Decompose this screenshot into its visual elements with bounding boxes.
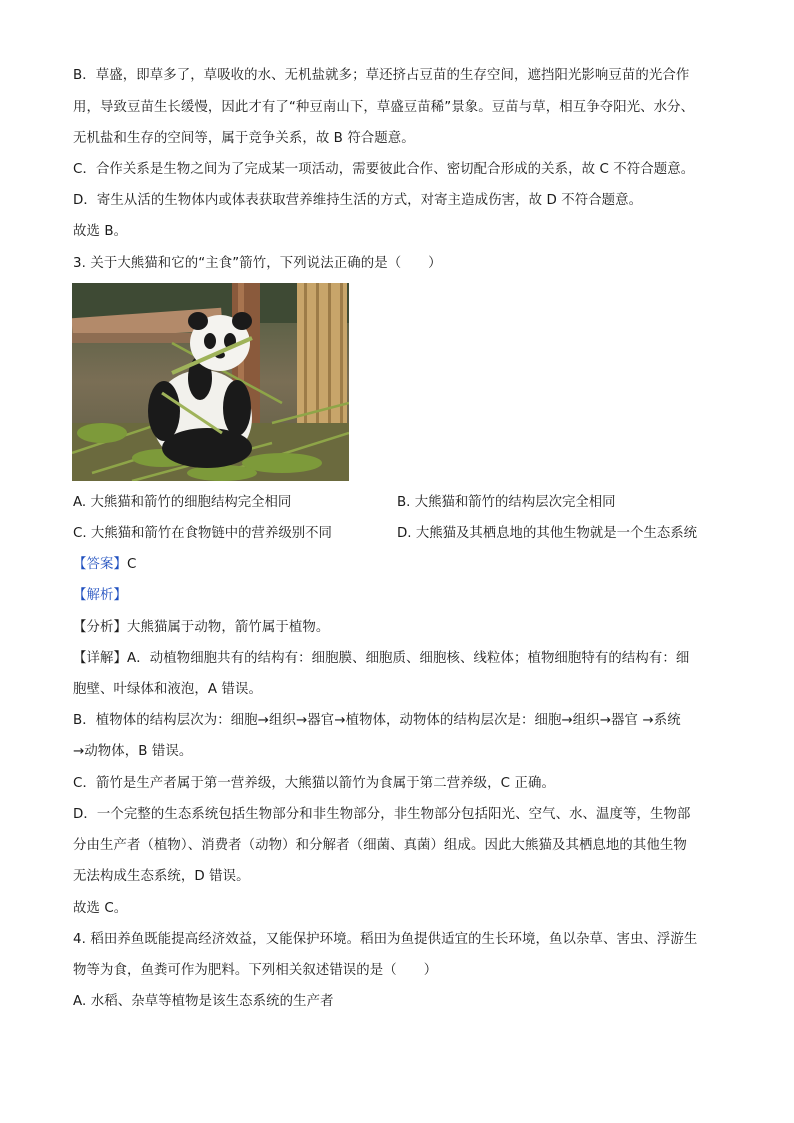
xiangjie-text-1: A．动植物细胞共有的结构有：细胞膜、细胞质、细胞核、线粒体；植物细胞特有的结构有：细	[126, 651, 690, 666]
answer-tag: 【答案】	[73, 557, 127, 572]
explanation-line-c: C．合作关系是生物之间为了完成某一项活动，需要彼此合作、密切配合形成的关系，故 C 不符合题意。	[73, 162, 695, 177]
xiangjie-line-3: B．植物体的结构层次为：细胞→组织→器官→植物体，动物体的结构层次是：细胞→组织→器官 →系统	[73, 713, 681, 728]
question-4-option-a: A. 水稻、杂草等植物是该生态系统的生产者	[73, 994, 334, 1009]
explanation-line-d: D．寄生从活的生物体内或体表获取营养维持生活的方式，对寄主造成伤害，故 D 不符合题意。	[73, 193, 643, 208]
xiangjie-line-2: 胞壁、叶绿体和液泡，A 错误。	[73, 682, 262, 697]
fenxi-line	[73, 619, 329, 637]
explanation-line-b2: 用，导致豆苗生长缓慢，因此才有了“种豆南山下，草盛豆苗稀”景象。豆苗与草，相互争夺阳光、水分、	[73, 100, 695, 115]
answer-line	[73, 556, 136, 574]
xiangjie-tag: 【详解】	[73, 651, 127, 666]
xiangjie-line-1	[73, 650, 689, 668]
analysis-heading	[73, 587, 127, 605]
option-a: A. 大熊猫和箭竹的细胞结构完全相同	[73, 495, 292, 510]
question-4-stem-2: 物等为食，鱼粪可作为肥料。下列相关叙述错误的是（ ）	[73, 963, 438, 978]
xiangjie-line-6: D．一个完整的生态系统包括生物部分和非生物部分，非生物部分包括阳光、空气、水、温度等，生物部	[73, 807, 691, 822]
fenxi-text: 大熊猫属于动物，箭竹属于植物。	[126, 620, 330, 635]
conclusion-q2: 故选 B。	[73, 224, 128, 239]
xiangjie-line-5: C．箭竹是生产者属于第一营养级，大熊猫以箭竹为食属于第二营养级，C 正确。	[73, 776, 555, 791]
option-b: B. 大熊猫和箭竹的结构层次完全相同	[397, 495, 616, 510]
option-d: D. 大熊猫及其栖息地的其他生物就是一个生态系统	[397, 526, 698, 541]
analysis-tag: 【解析】	[73, 588, 127, 603]
question-3-stem: 3. 关于大熊猫和它的“主食”箭竹，下列说法正确的是（ ）	[73, 256, 442, 271]
answer-value: C	[126, 557, 137, 572]
xiangjie-line-8: 无法构成生态系统，D 错误。	[73, 869, 250, 884]
panda-photo	[72, 283, 349, 481]
question-4-stem-1: 4. 稻田养鱼既能提高经济效益，又能保护环境。稻田为鱼提供适宜的生长环境，鱼以杂草、害虫、浮游生	[73, 932, 698, 947]
fenxi-tag: 【分析】	[73, 620, 127, 635]
panda-eating-bamboo-image	[72, 283, 349, 481]
explanation-line-b3: 无机盐和生存的空间等，属于竞争关系，故 B 符合题意。	[73, 131, 415, 146]
xiangjie-line-7: 分由生产者（植物）、消费者（动物）和分解者（细菌、真菌）组成。因此大熊猫及其栖息地的其他生物	[73, 838, 687, 853]
explanation-line-b1: B．草盛，即草多了，草吸收的水、无机盐就多；草还挤占豆苗的生存空间，遮挡阳光影响豆苗的光合作	[73, 68, 690, 83]
option-c: C. 大熊猫和箭竹在食物链中的营养级别不同	[73, 526, 332, 541]
conclusion-q3: 故选 C。	[73, 901, 128, 916]
xiangjie-line-4: →动物体，B 错误。	[73, 744, 193, 759]
